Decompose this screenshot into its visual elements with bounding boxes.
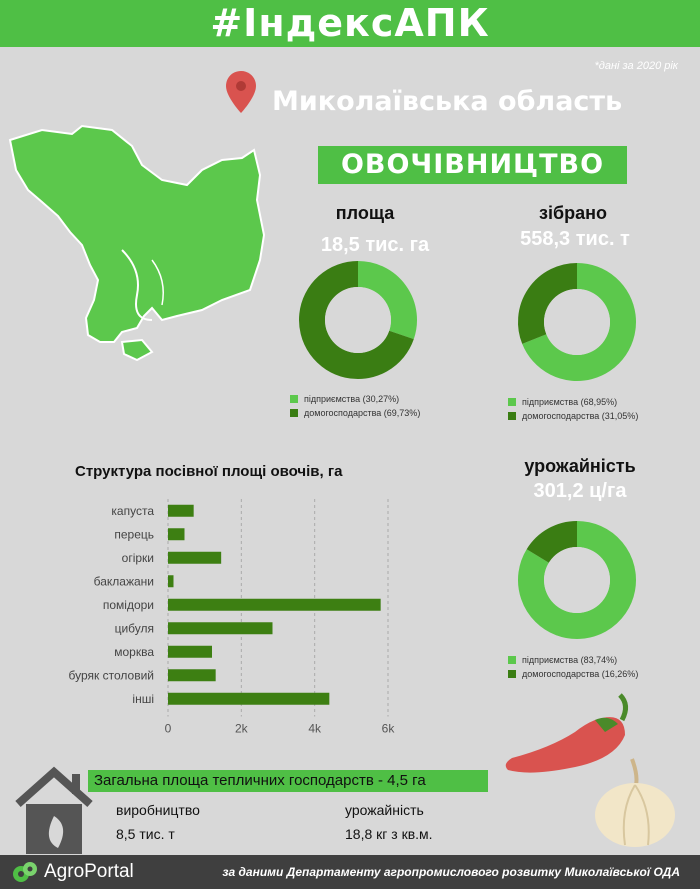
legend-item-enterprises <box>290 392 420 406</box>
bar-4 <box>168 599 381 611</box>
region-map <box>2 120 272 365</box>
legend-label: домогосподарства (31,05%) <box>522 411 639 421</box>
legend-item-households <box>508 409 638 423</box>
greenhouse-icon <box>14 766 94 854</box>
greenhouse-yield-label: урожайність <box>345 802 424 818</box>
footer <box>0 855 700 889</box>
y-category-label: буряк столовий <box>68 668 154 683</box>
x-tick-label: 4k <box>308 721 322 736</box>
y-category-label: інші <box>132 691 154 706</box>
area-legend <box>290 392 420 420</box>
region-name: Миколаївська область <box>272 86 623 117</box>
page-title: #ІндексАПК <box>0 0 700 47</box>
chart-title: Структура посівної площі овочів, га <box>75 463 343 480</box>
area-value: 18,5 тис. га <box>320 234 430 256</box>
legend-item-enterprises <box>508 653 638 667</box>
greenhouse-title: Загальна площа тепличних господарств - 4,5 га <box>88 770 488 792</box>
harvest-label: зібрано <box>539 203 607 223</box>
yield-label: урожайність <box>524 456 636 476</box>
bar-0 <box>168 505 194 517</box>
donut-hole <box>544 547 610 613</box>
y-category-label: баклажани <box>93 574 154 589</box>
yield-value: 301,2 ц/га <box>533 480 627 502</box>
bar-1 <box>168 528 185 540</box>
legend-label: домогосподарства (16,26%) <box>522 669 639 679</box>
greenhouse-yield-value: 18,8 кг з кв.м. <box>345 826 433 842</box>
data-year-note: *дані за 2020 рік <box>594 60 678 72</box>
donut-hole <box>325 287 391 353</box>
area-donut <box>298 260 418 380</box>
x-tick-label: 2k <box>234 721 248 736</box>
legend-item-enterprises <box>508 395 638 409</box>
legend-item-households <box>508 667 638 681</box>
y-category-label: огірки <box>121 550 154 565</box>
agroportal-logo-text[interactable]: AgroPortal <box>44 861 134 882</box>
area-label: площа <box>335 203 395 223</box>
y-category-label: капуста <box>111 503 154 518</box>
y-category-label: перець <box>114 527 154 542</box>
y-category-label: цибуля <box>114 621 154 636</box>
garlic-icon <box>590 755 680 850</box>
bar-6 <box>168 646 212 658</box>
harvest-legend <box>508 395 638 423</box>
source-note: за даними Департаменту агропромислового розвитку Миколаївської ОДА <box>222 865 680 879</box>
agroportal-logo-icon <box>12 860 38 884</box>
bar-5 <box>168 622 273 634</box>
harvest-donut <box>517 262 637 382</box>
y-category-label: помідори <box>102 597 154 612</box>
legend-label: підприємства (30,27%) <box>304 394 400 404</box>
bar-7 <box>168 669 216 681</box>
location-pin-icon <box>224 70 258 114</box>
bar-8 <box>168 693 329 705</box>
harvest-value: 558,3 тис. т <box>520 228 630 250</box>
yield-legend <box>508 653 638 681</box>
donut-hole <box>544 289 610 355</box>
production-value: 8,5 тис. т <box>116 826 175 842</box>
legend-label: домогосподарства (69,73%) <box>304 408 421 418</box>
legend-label: підприємства (83,74%) <box>522 655 618 665</box>
yield-donut <box>517 520 637 640</box>
x-tick-label: 6k <box>381 721 395 736</box>
legend-label: підприємства (68,95%) <box>522 397 618 407</box>
production-label: виробництво <box>116 802 200 818</box>
bar-2 <box>168 552 221 564</box>
legend-item-households <box>290 406 420 420</box>
vegetable-area-bar-chart <box>60 495 410 745</box>
section-title: ОВОЧІВНИЦТВО <box>318 146 627 184</box>
y-category-label: морква <box>114 644 154 659</box>
bar-3 <box>168 575 174 587</box>
x-tick-label: 0 <box>164 721 172 736</box>
